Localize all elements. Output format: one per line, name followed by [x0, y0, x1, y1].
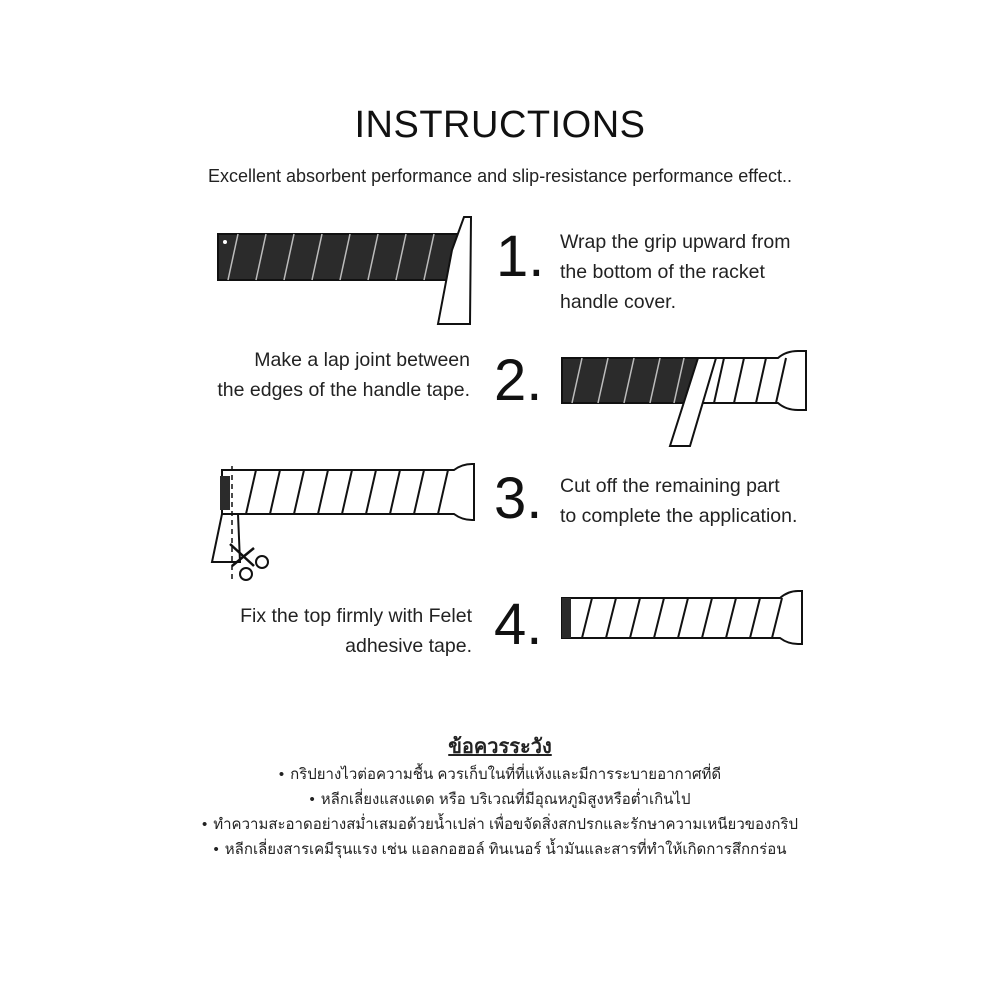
lap-joint-illustration [558, 348, 814, 450]
page-title: INSTRUCTIONS [354, 104, 646, 146]
cut-tape-illustration [206, 462, 482, 584]
caution-title: ข้อควรระวัง [448, 736, 552, 758]
grip-wrap-start-illustration [214, 214, 476, 326]
caution-item: • หลีกเลี่ยงแสงแดด หรือ บริเวณที่มีอุณหภูมิสูงหรือต่ำเกินไป [0, 787, 1000, 812]
caution-item: • ทำความสะอาดอย่างสม่ำเสมอด้วยน้ำเปล่า เพื่อขจัดสิ่งสกปรกและรักษาความเหนียวของกริป [0, 812, 1000, 837]
scissors-icon [230, 544, 268, 580]
step-number-2: 2. [494, 348, 543, 413]
step-number-1: 1. [496, 224, 545, 289]
caution-list [0, 762, 1000, 862]
step-2-text: Make a lap joint between the edges of the handle tape. [217, 349, 470, 401]
finished-grip-illustration [558, 588, 808, 650]
step-1-text: Wrap the grip upward from the bottom of the racket handle cover. [560, 231, 791, 313]
step-number-3: 3. [494, 466, 543, 531]
caution-item: • หลีกเลี่ยงสารเคมีรุนแรง เช่น แอลกอฮอล์ ทินเนอร์ น้ำมันและสารที่ทำให้เกิดการสึกกร่อน [0, 837, 1000, 862]
step-4-text: Fix the top firmly with Felet adhesive tape. [240, 605, 472, 657]
page-subtitle: Excellent absorbent performance and slip-resistance performance effect.. [208, 166, 792, 186]
step-3-text: Cut off the remaining part to complete the application. [560, 475, 798, 527]
step-number-4: 4. [494, 592, 543, 657]
caution-item: • กริปยางไวต่อความชื้น ควรเก็บในที่ที่แห้งและมีการระบายอากาศที่ดี [0, 762, 1000, 787]
